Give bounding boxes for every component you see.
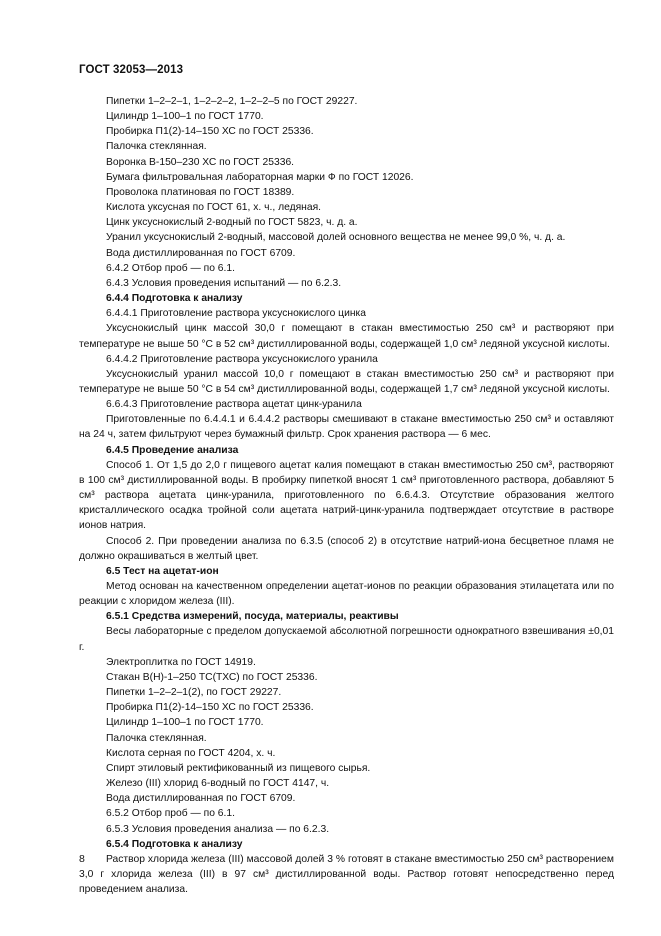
paragraph: 6.5.2 Отбор проб — по 6.1. (106, 808, 235, 820)
page-number: 8 (79, 853, 85, 865)
paragraph: Палочка стеклянная. (106, 732, 207, 744)
paragraph: Железо (III) хлорид 6-водный по ГОСТ 4147, ч. (106, 778, 330, 790)
section-heading: 6.5 Тест на ацетат-ион (106, 565, 219, 577)
paragraph: Метод основан на качественном определении ацетат-ионов по реакции образования этилацетата или по реакции с хлоридом железа (III). (79, 581, 614, 608)
paragraph: Проволока платиновая по ГОСТ 18389. (106, 186, 295, 198)
document-body (79, 94, 614, 897)
paragraph: Способ 2. При проведении анализа по 6.3.5 (способ 2) в отсутствие натрий-иона бесцветное пламя не должно окрашиваться в желтый цвет. (79, 535, 614, 562)
paragraph: Вода дистиллированная по ГОСТ 6709. (106, 247, 296, 259)
paragraph: Цилиндр 1–100–1 по ГОСТ 1770. (106, 717, 264, 729)
paragraph: Пробирка П1(2)-14–150 ХС по ГОСТ 25336. (106, 702, 314, 714)
paragraph: Цилиндр 1–100–1 по ГОСТ 1770. (106, 111, 264, 123)
paragraph: Способ 1. От 1,5 до 2,0 г пищевого ацетат калия помещают в стакан вместимостью 250 см³, растворяют в 100 см³ дистиллированной воды. В пробирку пипеткой вносят 1 см³ приготовленного раствора, добавляют 5 см³ раствора ацетата цинк-уранила, приготовленного по 6.6.4.3. Отсутствие образования желтого кристаллического осадка тройной соли ацетата натрий-цинк-уранила подтверждает отсутствие в растворе ионов натрия. (79, 459, 614, 532)
paragraph: 6.6.4.3 Приготовление раствора ацетат цинк-уранила (106, 399, 362, 411)
paragraph: Спирт этиловый ректификованный из пищевого сырья. (106, 762, 371, 774)
paragraph: Электроплитка по ГОСТ 14919. (106, 656, 256, 668)
section-heading: 6.5.1 Средства измерений, посуда, материалы, реактивы (106, 611, 399, 623)
paragraph: 6.4.4.1 Приготовление раствора уксуснокислого цинка (106, 308, 366, 320)
paragraph: Уксуснокислый уранил массой 10,0 г помещают в стакан вместимостью 250 см³ и растворяют при температуре не выше 50 °С в 54 см³ дистиллированной воды, содержащей 1,7 см³ ледяной уксусной кислоты. (79, 368, 614, 395)
section-heading: 6.4.4 Подготовка к анализу (106, 293, 243, 305)
paragraph: Раствор хлорида железа (III) массовой долей 3 % готовят в стакане вместимостью 250 см³ растворением 3,0 г хлорида железа (III) в 97 см³ дистиллированной воды. Раствор готовят непосредственно перед проведением анализа. (79, 853, 614, 896)
paragraph: Уранил уксуснокислый 2-водный, массовой долей основного вещества не менее 99,0 %, ч. д. а. (106, 232, 566, 244)
paragraph: Пипетки 1–2–2–1, 1–2–2–2, 1–2–2–5 по ГОСТ 29227. (106, 96, 358, 107)
paragraph: 6.5.3 Условия проведения анализа — по 6.2.3. (106, 823, 330, 835)
paragraph: Воронка В-150–230 ХС по ГОСТ 25336. (106, 156, 295, 168)
paragraph: Весы лабораторные с пределом допускаемой абсолютной погрешности однократного взвешивания ±0,01 г. (79, 626, 614, 653)
paragraph: Приготовленные по 6.4.4.1 и 6.4.4.2 растворы смешивают в стакане вместимостью 250 см³ и оставляют на 24 ч, затем фильтруют через бумажный фильтр. Срок хранения раствора — 6 мес. (79, 414, 614, 441)
paragraph: Палочка стеклянная. (106, 141, 207, 153)
paragraph: Кислота уксусная по ГОСТ 61, х. ч., ледяная. (106, 202, 322, 214)
paragraph: 6.4.2 Отбор проб — по 6.1. (106, 262, 235, 274)
paragraph: Уксуснокислый цинк массой 30,0 г помещают в стакан вместимостью 250 см³ и растворяют при температуре не выше 50 °С в 52 см³ дистиллированной воды, содержащей 1,0 см³ ледяной уксусной кислоты. (79, 323, 614, 350)
paragraph: Цинк уксуснокислый 2-водный по ГОСТ 5823, ч. д. а. (106, 217, 358, 229)
page-header-title: ГОСТ 32053—2013 (79, 64, 184, 76)
paragraph: Вода дистиллированная по ГОСТ 6709. (106, 793, 296, 805)
paragraph: Пробирка П1(2)-14–150 ХС по ГОСТ 25336. (106, 126, 314, 138)
paragraph: Стакан В(Н)-1–250 ТС(ТХС) по ГОСТ 25336. (106, 671, 318, 683)
paragraph: 6.4.4.2 Приготовление раствора уксуснокислого уранила (106, 353, 378, 365)
paragraph: 6.4.3 Условия проведения испытаний — по 6.2.3. (106, 277, 342, 289)
paragraph: Пипетки 1–2–2–1(2), по ГОСТ 29227. (106, 687, 282, 699)
paragraph: Бумага фильтровальная лабораторная марки Ф по ГОСТ 12026. (106, 171, 414, 183)
section-heading: 6.4.5 Проведение анализа (106, 444, 239, 456)
paragraph: Кислота серная по ГОСТ 4204, х. ч. (106, 747, 276, 759)
section-heading: 6.5.4 Подготовка к анализу (106, 838, 243, 850)
